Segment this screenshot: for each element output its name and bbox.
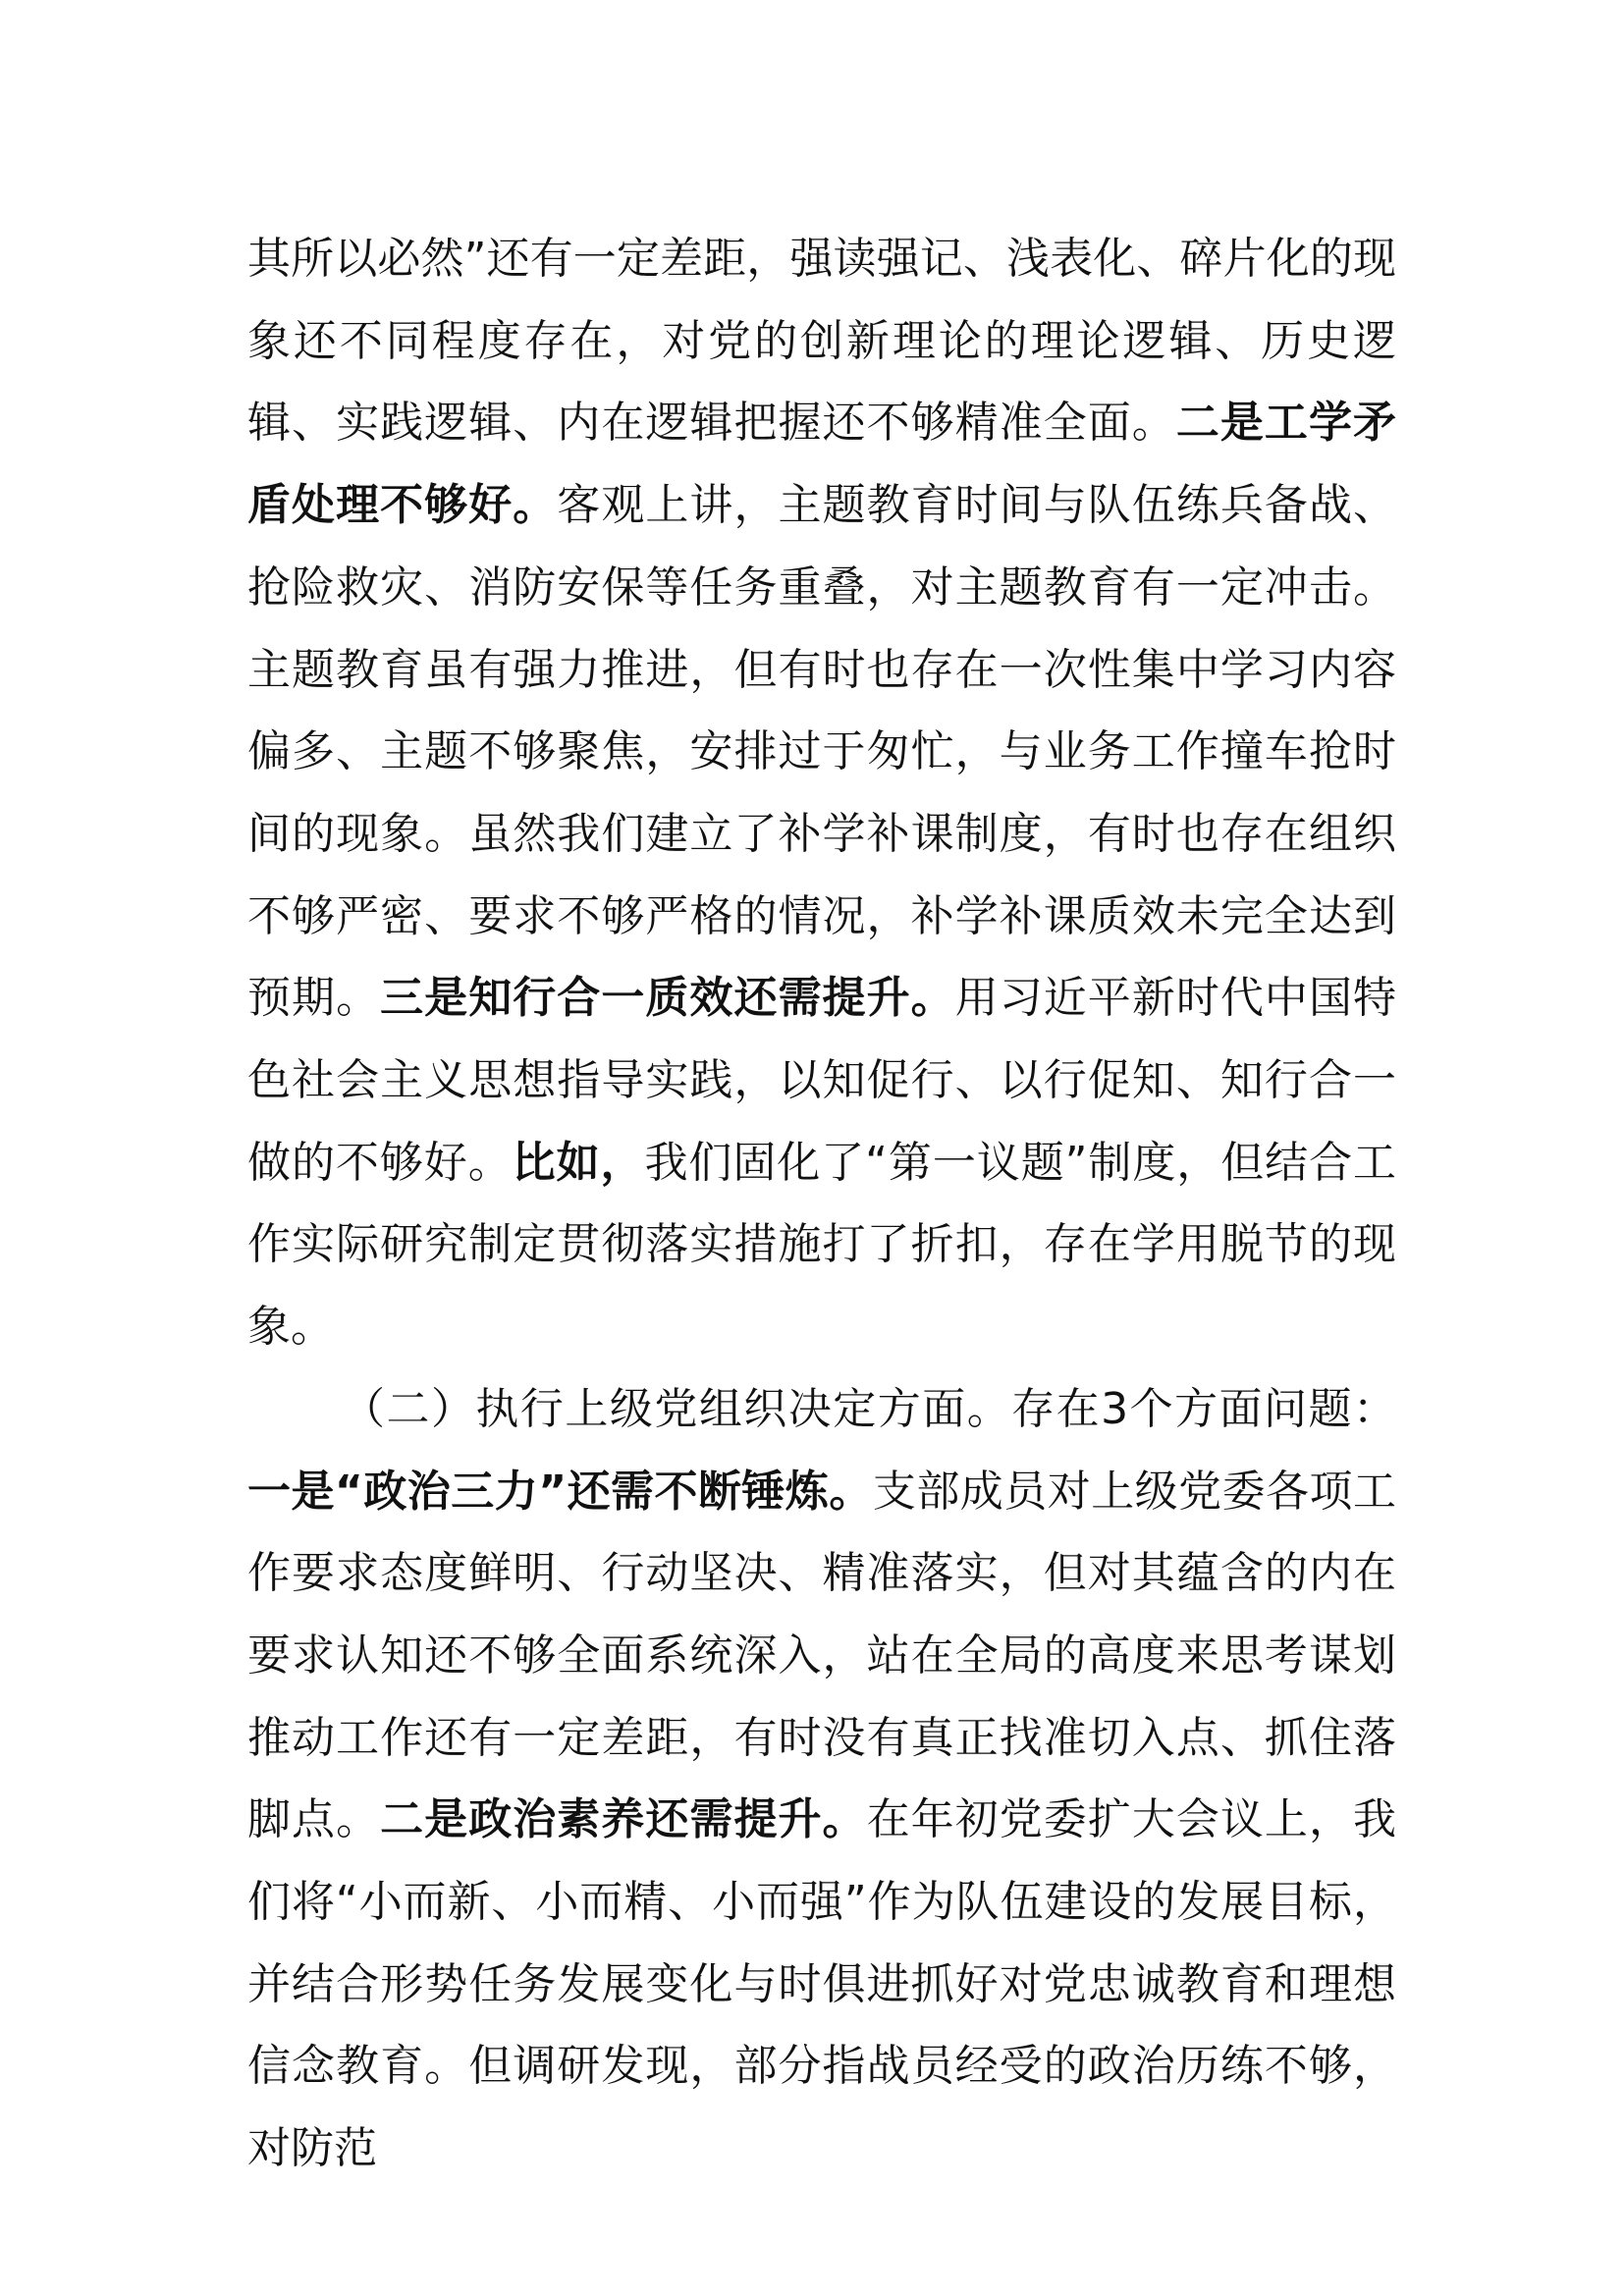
paragraph-1-text-3: 用习近平新时代中国特色社会主义思想指导实践，以知促行、以行促知、知行合一做的不够好。 xyxy=(247,973,1397,1188)
paragraph-section-2 xyxy=(247,1368,1396,2190)
section-2-text-1: 支部成员对上级党委各项工作要求态度鲜明、行动坚决、精准落实，但对其蕴含的内在要求认知还不够全面系统深入，站在全局的高度来思考谋划推动工作还有一定差距，有时没有真正找准切入点、抓住落脚点。 xyxy=(247,1466,1397,1845)
paragraph-continuation xyxy=(247,218,1396,1368)
section-2-text-2: 在年初党委扩大会议上，我们将“小而新、小而精、小而强”作为队伍建设的发展目标，并结合形势任务发展变化与时俱进抓好对党忠诚教育和理想信念教育。但调研发现，部分指战员经受的政治历练不够，对防范 xyxy=(247,1794,1397,2174)
section-2-heading-1: 一是“政治三力”还需不断锤炼。 xyxy=(247,1466,873,1517)
section-2-title: （二）执行上级党组织决定方面。存在3个方面问题： xyxy=(342,1383,1396,1434)
section-2-heading-2: 二是政治素养还需提升。 xyxy=(380,1794,867,1845)
paragraph-1-heading-3: 三是知行合一质效还需提升。 xyxy=(380,973,955,1024)
paragraph-1-example-label: 比如， xyxy=(512,1137,645,1188)
document-body xyxy=(247,218,1396,2190)
paragraph-1-text-1: 其所以必然”还有一定差距，强读强记、浅表化、碎片化的现象还不同程度存在，对党的创新理论的理论逻辑、历史逻辑、实践逻辑、内在逻辑把握还不够精准全面。 xyxy=(247,234,1396,449)
paragraph-1-text-2: 客观上讲，主题教育时间与队伍练兵备战、抢险救灾、消防安保等任务重叠，对主题教育有一定冲击。主题教育虽有强力推进，但有时也存在一次性集中学习内容偏多、主题不够聚焦，安排过于匆忙，与业务工作撞车抢时间的现象。虽然我们建立了补学补课制度，有时也存在组织不够严密、要求不够严格的情况，补学补课质效未完全达到预期。 xyxy=(247,480,1396,1024)
paragraph-1-text-4: 我们固化了“第一议题”制度，但结合工作实际研究制定贯彻落实措施打了折扣，存在学用脱节的现象。 xyxy=(247,1137,1397,1353)
paragraph-1-heading-2: 二是工学矛盾处理不够好。 xyxy=(247,398,1397,531)
